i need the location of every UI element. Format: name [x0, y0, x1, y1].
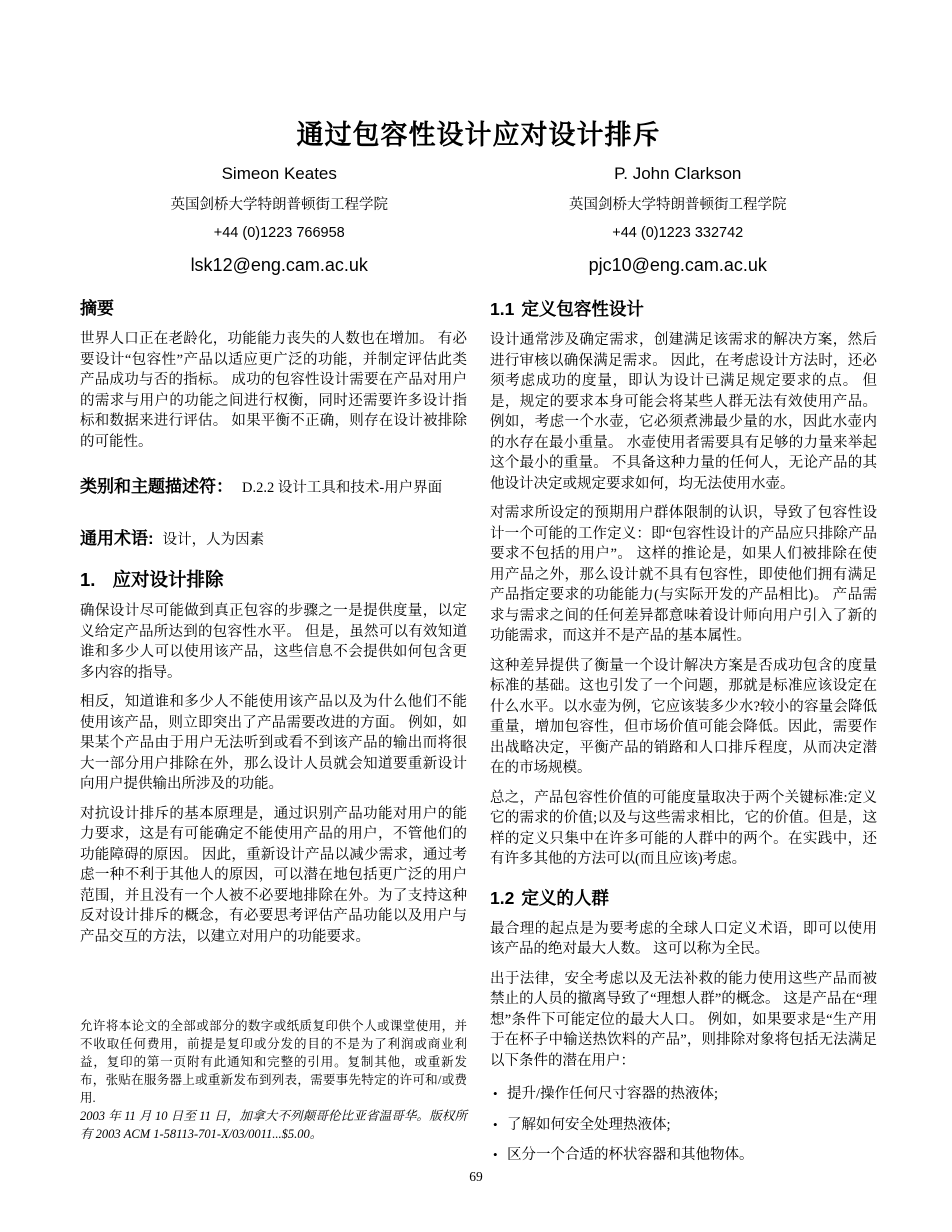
- abstract-heading: 摘要: [80, 299, 114, 318]
- right-column: [490, 298, 877, 1166]
- list-item: • 区分一个合适的杯状容器和其他物体。: [490, 1145, 877, 1166]
- author-phone: +44 (0)1223 332742: [612, 225, 744, 241]
- author-blocks: [80, 162, 877, 276]
- author-affiliation: 英国剑桥大学特朗普顿街工程学院: [569, 197, 787, 213]
- page-number: 69: [469, 1169, 483, 1184]
- exclusion-criteria-list: [490, 1084, 877, 1166]
- left-column: [80, 298, 467, 1166]
- section-1-number: 1.: [80, 569, 96, 590]
- section-1-1-title: 定义包容性设计: [521, 299, 644, 319]
- copyright-footnote: [80, 1017, 467, 1143]
- categories-text: D.2.2 设计工具和技术-用户界面: [242, 480, 443, 496]
- section-1-paragraph: 相反，知道谁和多少人不能使用该产品以及为什么他们不能使用该产品，则立即突出了产品需要改进的方面。 例如，如果某个产品由于用户无法听到或看不到该产品的输出而将很大一部分用户排除在外，那么设计人员就会知道要重新设计向用户提供输出所涉及的功能。: [80, 694, 467, 792]
- section-1-2-paragraph: 出于法律，安全考虑以及无法补救的能力使用这些产品而被禁止的人员的撤离导致了“理想人群”的概念。 这是产品在“理想”条件下可能定位的最大人口。 例如，如果要求是“生产用于在杯子中输送热饮料的产品”，则排除对象将包括无法满足以下条件的潜在用户：: [490, 970, 877, 1069]
- section-1-2-heading: [490, 887, 877, 910]
- categories-line: [80, 476, 467, 499]
- author-email: lsk12@eng.cam.ac.uk: [190, 255, 368, 275]
- section-1-1-paragraph: 对需求所设定的预期用户群体限制的认识，导致了包容性设计一个可能的工作定义：即“包容性设计的产品应只排除产品要求不包括的用户”。 这样的推论是，如果人们被排除在使用产品之外，那么设计就不具有包容性，即使他们拥有满足产品指定要求的功能能力(与实际开发的产品相比)。 产品需求与需求之间的任何差异都意味着设计师向用户引入了新的功能需求，而这并不是产品的基本属性。: [490, 505, 877, 644]
- categories-label: 类别和主题描述符：: [80, 477, 233, 496]
- list-item: • 了解如何安全处理热液体;: [490, 1115, 877, 1136]
- section-1-1-heading: [490, 298, 877, 321]
- section-1-paragraph: 确保设计尽可能做到真正包容的步骤之一是提供度量，以定义给定产品所达到的包容性水平。 但是，虽然可以有效知道谁和多少人可以使用该产品，这些信息不会提供如何包含更多内容的指导。: [80, 603, 467, 681]
- list-item: • 提升/操作任何尺寸容器的热液体;: [490, 1084, 877, 1105]
- author-email: pjc10@eng.cam.ac.uk: [588, 255, 767, 275]
- section-1-1-paragraph: 这种差异提供了衡量一个设计解决方案是否成功包含的度量标准的基础。这也引发了一个问题，那就是标准应该设定在什么水平。以水壶为例，它应该装多少水?较小的容量会降低重量，增加包容性，但市场价值可能会降低。因此，需要作出战略决定，平衡产品的销路和人口排斥程度，从而决定潜在的市场规模。: [490, 657, 877, 776]
- section-1-1-paragraph: 总之，产品包容性价值的可能度量取决于两个关键标准:定义它的需求的价值;以及与这些需求相比，它的价值。但是，这样的定义只集中在许多可能的人群中的两个。在实践中，还有许多其他的方法可以(而且应该)考虑。: [490, 789, 877, 867]
- general-terms-line: [80, 528, 467, 551]
- section-1-paragraph: 对抗设计排斥的基本原理是，通过识别产品功能对用户的能力要求，这是有可能确定不能使用产品的用户，不管他们的功能障碍的原因。 因此，重新设计产品以减少需求，通过考虑一种不利于其他人的原因，可以潜在地包括更广泛的用户范围，并且没有一个人被不必要地排除在外。为了支持这种反对设计排斥的概念，有必要思考评估产品功能以及用户与产品交互的方法，以建立对用户的功能要求。: [80, 805, 467, 945]
- copyright-line: 2003 年 11 月 10 日至 11 日，加拿大不列颠哥伦比亚省温哥华。版权所有 2003 ACM 1-58113-701-X/03/0011...$5.00。: [80, 1109, 467, 1141]
- section-1-title: 应对设计排除: [112, 569, 224, 590]
- section-1-2-paragraph: 最合理的起点是为要考虑的全球人口定义术语，即可以使用该产品的绝对最大人数。 这可以称为全民。: [490, 920, 877, 957]
- general-terms-label: 通用术语:: [80, 529, 154, 548]
- section-1-1-number: 1.1: [490, 299, 515, 319]
- general-terms-text: 设计，人为因素: [162, 532, 265, 548]
- section-1-2-number: 1.2: [490, 887, 515, 908]
- author-name: P. John Clarkson: [614, 164, 742, 183]
- author-block-left: [80, 162, 479, 276]
- author-name: Simeon Keates: [221, 164, 337, 183]
- author-affiliation: 英国剑桥大学特朗普顿街工程学院: [170, 197, 388, 213]
- author-block-right: [479, 162, 878, 276]
- abstract-text: 世界人口正在老龄化，功能能力丧失的人数也在增加。 有必要设计“包容性”产品以适应更广泛的功能，并制定评估此类产品成功与否的指标。 成功的包容性设计需要在产品对用户的需求与用户的功能之间进行权衡，同时还需要许多设计指标和数据来进行评估。 如果平衡不正确，则存在设计被排除的可能性。: [80, 331, 467, 450]
- two-column-body: [80, 298, 877, 1166]
- section-1-2-title: 定义的人群: [521, 887, 609, 908]
- section-1-1-paragraph: 设计通常涉及确定需求，创建满足该需求的解决方案，然后进行审核以确保满足需求。 因此，在考虑设计方法时，还必须考虑成功的度量，即认为设计已满足规定要求的点。 但是，规定的要求本身可能会将某些人群无法有效使用产品。 例如，考虑一个水壶，它必须煮沸最少量的水，因此水壶内的水存在最小重量。 水壶使用者需要具有足够的力量来举起这个最小的重量。 不具备这种力量的任何人，无论产品的其他设计决定或规定要求如何，均无法使用水壶。: [490, 332, 877, 492]
- permission-notice: 允许将本论文的全部或部分的数字或纸质复印供个人或课堂使用，并不收取任何费用，前提是复印或分发的目的不是为了利润或商业利益，复印的第一页附有此通知和完整的引用。复制其他，或重新发布，张贴在服务器上或重新发布到列表，需要事先特定的许可和/或费用.: [80, 1019, 467, 1105]
- paper-title: 通过包容性设计应对设计排斥: [296, 120, 661, 150]
- section-1-heading: [80, 568, 467, 592]
- author-phone: +44 (0)1223 766958: [213, 225, 345, 241]
